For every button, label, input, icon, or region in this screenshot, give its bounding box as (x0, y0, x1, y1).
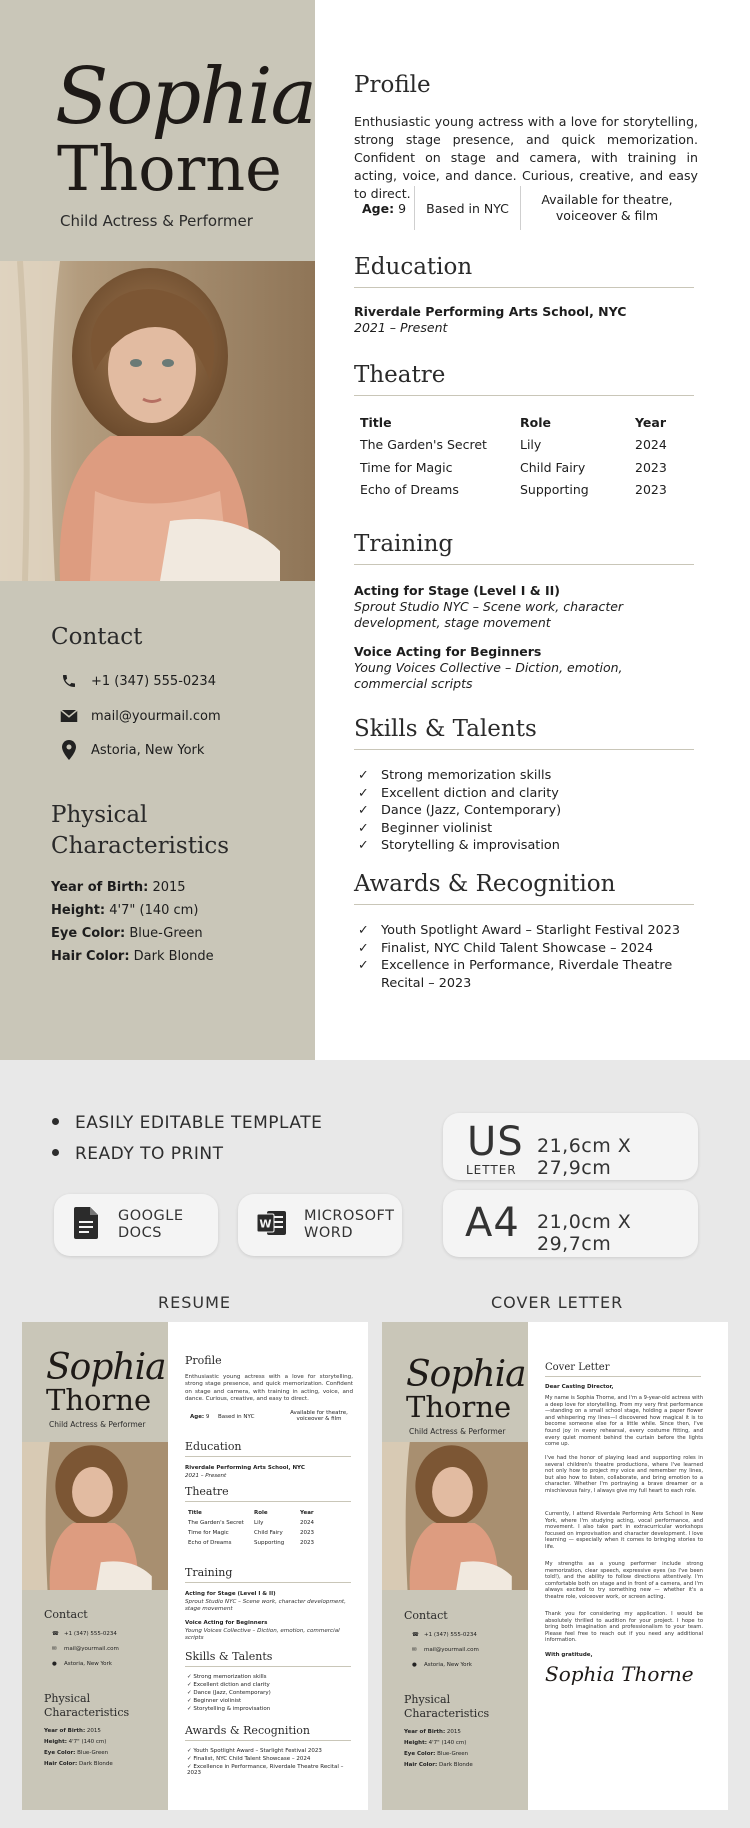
thumbnail-physical-row (44, 1761, 113, 1767)
list-item (358, 785, 698, 803)
thumbnail-last-name: Thorne (406, 1390, 512, 1424)
thumbnail-photo (22, 1442, 168, 1590)
thumbnail-age-value: 9 (205, 1414, 210, 1420)
size-sub: LETTER (466, 1163, 517, 1177)
thumbnail-skill (187, 1690, 271, 1696)
thumbnail-table-cell: 2024 (300, 1520, 314, 1526)
size-code: A4 (465, 1200, 520, 1246)
thumbnail-skill (187, 1682, 270, 1688)
thumbnail-physical-label: Hair Color: (404, 1762, 438, 1768)
last-name: Thorne (57, 132, 282, 205)
training-title: Acting for Stage (Level I & II) (354, 583, 560, 598)
cover-letter-paragraph: My strengths as a young performer include strong memorization, clear speech, expressive eyes (so I've been told!), and the ability to follow directions attentively. I'm comfortable both on stage and in front of a camera, and I'm always excited to try something new — whether it's a theatre role, voiceover work, or screen acting. (545, 1561, 703, 1600)
cover-letter-greeting: Dear Casting Director, (545, 1384, 614, 1390)
skills-list (358, 767, 698, 855)
physical-value: 2015 (152, 880, 186, 895)
physical-heading: Physical Characteristics (51, 802, 230, 860)
list-item (358, 922, 688, 940)
thumbnail-subtitle: Child Actress & Performer (49, 1420, 146, 1429)
check-icon: ✓ (187, 1690, 192, 1696)
phone-icon (58, 671, 80, 691)
thumbnail-edu-years: 2021 – Present (185, 1473, 227, 1479)
thumbnail-award (187, 1764, 347, 1776)
table-header-row (360, 411, 680, 434)
bullet-dot (52, 1118, 59, 1125)
thumbnail-school: Riverdale Performing Arts School, NYC (185, 1465, 305, 1471)
physical-label: Eye Color: (51, 926, 126, 941)
cover-letter-paragraph: Thank you for considering my application. I would be absolutely thrilled to audition for your project. I hope to bring both imagination and professionalism to your team. Please feel free to reach out if you need any additional information. (545, 1611, 703, 1644)
available-cell: Available for theatre, voiceover & film (541, 192, 673, 223)
theatre-table (360, 411, 680, 501)
column-header: Role (520, 414, 551, 430)
cover-letter-paragraph: My name is Sophia Thorne, and I'm a 9-year-old actress with a deep love for storytelling. From my very first performance—standing on a small school stage, holding a paper flower and whispering my lines—I discovered how magical it is to become someone else for a little while. Since then, I've found joy in every rehearsal, every costume fitting, and every quiet moment behind the curtain before the lights come up. (545, 1395, 703, 1448)
awards-heading: Awards & Recognition (354, 871, 694, 905)
check-icon: ✓ (358, 958, 369, 974)
thumbnail-contact-heading: Contact (44, 1608, 88, 1621)
app-label-line: DOCS (118, 1225, 162, 1241)
thumbnail-theatre-heading: Theatre (185, 1485, 351, 1502)
thumbnail-physical-label: Eye Color: (44, 1750, 76, 1756)
award-text: Youth Spotlight Award – Starlight Festival 2023 (381, 923, 681, 938)
thumbnail-table-cell: Supporting (254, 1540, 285, 1546)
thumbnail-physical-label: Height: (404, 1740, 427, 1746)
thumbnail-phone: +1 (347) 555-0234 (64, 1631, 117, 1637)
thumbnail-first-name: Sophia (46, 1347, 166, 1388)
table-cell: 2023 (635, 459, 667, 475)
thumbnail-physical-value: Dark Blonde (78, 1761, 113, 1767)
thumbnail-photo (382, 1442, 528, 1590)
thumbnail-location: Astoria, New York (424, 1662, 472, 1668)
awards-list (358, 922, 688, 992)
education-years: 2021 – Present (354, 320, 448, 335)
app-label (304, 1208, 394, 1242)
table-cell: Supporting (520, 482, 589, 498)
thumbnail-physical-value: Dark Blonde (438, 1762, 473, 1768)
contact-heading: Contact (51, 624, 143, 650)
app-label-line: MICROSOFT (304, 1208, 395, 1224)
skill-text: Beginner violinist (381, 820, 493, 836)
cover-letter-closing: With gratitude, (545, 1652, 593, 1658)
training-title: Voice Acting for Beginners (354, 644, 542, 659)
physical-label: Hair Color: (51, 949, 130, 964)
thumbnail-physical-label: Year of Birth: (44, 1728, 86, 1734)
profile-heading: Profile (354, 72, 431, 98)
cover-letter-paragraph: Currently, I attend Riverdale Performing Arts School in New York, where I'm studying acting, vocal performance, and movement. I also take part in extracurricular workshops focused on improvisation and character development. I love learning — especially when it comes to bringing stories to life. (545, 1511, 703, 1550)
svg-text:W: W (259, 1217, 272, 1231)
check-icon: ✓ (187, 1674, 192, 1680)
thumbnail-award-text: Finalist, NYC Child Talent Showcase – 2024 (193, 1756, 311, 1762)
check-icon: ✓ (358, 923, 369, 938)
phone-text[interactable]: +1 (347) 555-0234 (91, 673, 216, 689)
promo-bullet (52, 1144, 223, 1164)
thumbnail-education-heading: Education (185, 1440, 351, 1457)
cover-letter-caption: COVER LETTER (491, 1293, 624, 1312)
table-cell: 2023 (635, 482, 667, 498)
size-dimensions: 21,6cm X 27,9cm (537, 1135, 632, 1179)
thumbnail-training-title: Acting for Stage (Level I & II) (185, 1591, 276, 1597)
check-icon: ✓ (187, 1706, 192, 1712)
size-dimensions: 21,0cm X 29,7cm (537, 1211, 632, 1255)
list-item (358, 802, 698, 820)
bullet-dot (52, 1149, 59, 1156)
promo-bullet-text: EASILY EDITABLE TEMPLATE (75, 1113, 323, 1133)
thumbnail-skills-heading: Skills & Talents (185, 1650, 351, 1667)
thumbnail-physical-label: Eye Color: (404, 1751, 436, 1757)
thumbnail-skill-text: Storytelling & improvisation (193, 1706, 271, 1712)
thumbnail-physical-heading: Physical Characteristics (44, 1692, 130, 1720)
profile-info-bar (354, 186, 694, 230)
age-cell (354, 186, 414, 230)
check-icon: ✓ (187, 1748, 192, 1754)
cover-letter-paragraph: I've had the honor of playing lead and supporting roles in several children's theatre productions, where I've learned not only how to project my voice and remember my lines, but also how to listen, collaborate, and bring emotion to a character. Whether I'm portraying a brave dreamer or a mischievous fairy, I always give my full heart to each role. (545, 1455, 703, 1494)
thumbnail-subtitle: Child Actress & Performer (409, 1427, 506, 1436)
cover-letter-signature: Sophia Thorne (545, 1662, 694, 1686)
thumbnail-email: mail@yourmail.com (64, 1646, 119, 1652)
thumbnail-skill-text: Excellent diction and clarity (193, 1682, 270, 1688)
size-code: US (467, 1119, 524, 1165)
list-item (358, 837, 698, 855)
subtitle: Child Actress & Performer (60, 212, 253, 230)
award-text: Finalist, NYC Child Talent Showcase – 2024 (381, 940, 654, 956)
thumbnail-award-text: Excellence in Performance, Riverdale Theatre Recital – 2023 (187, 1764, 344, 1776)
check-icon: ✓ (358, 940, 369, 956)
physical-value: Dark Blonde (133, 949, 214, 964)
thumbnail-mail-icon: ✉ (52, 1646, 57, 1652)
thumbnail-last-name: Thorne (46, 1383, 152, 1417)
thumbnail-physical-row (404, 1740, 466, 1746)
thumbnail-skill (187, 1674, 267, 1680)
physical-row (51, 880, 186, 895)
age-label: Age: (361, 200, 395, 216)
thumbnail-physical-row (44, 1750, 108, 1756)
table-row (360, 479, 680, 502)
portrait-photo (0, 261, 315, 581)
thumbnail-training-heading: Training (185, 1566, 351, 1583)
thumbnail-physical-value: 4'7" (140 cm) (68, 1739, 107, 1745)
thumbnail-training-desc: Young Voices Collective – Diction, emotion, commercial scripts (185, 1628, 340, 1642)
resume-caption: RESUME (158, 1293, 232, 1312)
theatre-heading: Theatre (354, 362, 694, 396)
training-desc: Young Voices Collective – Diction, emotion, commercial scripts (354, 660, 623, 691)
thumbnail-award (187, 1756, 310, 1762)
thumbnail-skill-text: Beginner violinist (193, 1698, 242, 1704)
a4-size-badge[interactable] (443, 1190, 698, 1257)
thumbnail-email: mail@yourmail.com (424, 1647, 479, 1653)
thumbnail-profile-heading: Profile (185, 1354, 222, 1367)
check-icon: ✓ (358, 785, 369, 801)
physical-row (51, 903, 198, 918)
list-item (358, 767, 698, 785)
thumbnail-physical-value: Blue-Green (437, 1751, 469, 1757)
skill-text: Strong memorization skills (381, 768, 552, 783)
physical-row (51, 926, 203, 941)
thumbnail-physical-value: 2015 (446, 1729, 461, 1735)
skills-heading: Skills & Talents (354, 716, 694, 750)
thumbnail-table-cell: Time for Magic (188, 1530, 229, 1536)
thumbnail-profile-text: Enthusiastic young actress with a love for storytelling, strong stage presence, and quick memorization. Confident on stage and camera, with training in acting, voice, and dance. Curious, creative, and easy to direct. (185, 1374, 353, 1403)
check-icon: ✓ (358, 803, 369, 819)
thumbnail-pin-icon: ● (412, 1662, 417, 1668)
based-cell: Based in NYC (426, 200, 509, 216)
promo-bullet (52, 1113, 322, 1133)
thumbnail-contact-heading: Contact (404, 1609, 448, 1622)
table-cell: Lily (520, 437, 542, 453)
thumbnail-column-header: Year (300, 1510, 314, 1516)
check-icon: ✓ (187, 1682, 192, 1688)
physical-value: Blue-Green (129, 926, 203, 941)
mail-icon (58, 706, 80, 726)
thumbnail-physical-label: Hair Color: (44, 1761, 78, 1767)
thumbnail-pin-icon: ● (52, 1661, 57, 1667)
thumbnail-physical-value: Blue-Green (77, 1750, 109, 1756)
thumbnail-physical-value: 2015 (86, 1728, 101, 1734)
app-label (118, 1208, 184, 1242)
thumbnail-physical-row (44, 1739, 106, 1745)
thumbnail-training-desc: Sprout Studio NYC – Scene work, character development, stage movement (185, 1599, 346, 1613)
thumbnail-physical-row (404, 1762, 473, 1768)
thumbnail-physical-label: Year of Birth: (404, 1729, 446, 1735)
age-value: 9 (398, 200, 407, 216)
thumbnail-award (187, 1748, 322, 1754)
thumbnail-table-cell: 2023 (300, 1530, 314, 1536)
training-heading: Training (354, 531, 694, 565)
thumbnail-skill (187, 1706, 270, 1712)
first-name: Sophia (55, 52, 316, 142)
thumbnail-training-title: Voice Acting for Beginners (185, 1620, 268, 1626)
table-cell: 2024 (635, 437, 667, 453)
google-docs-badge[interactable] (54, 1194, 218, 1256)
list-item (358, 957, 688, 992)
thumbnail-based: Based in NYC (218, 1414, 255, 1420)
thumbnail-available: Available for theatre, voiceover & film (290, 1410, 348, 1422)
check-icon: ✓ (187, 1764, 192, 1770)
thumbnail-skill-text: Strong memorization skills (193, 1674, 267, 1680)
word-icon (257, 1209, 287, 1241)
thumbnail-phone: +1 (347) 555-0234 (424, 1632, 477, 1638)
contact-phone (58, 671, 216, 691)
thumbnail-table-cell: 2023 (300, 1540, 314, 1546)
thumbnail-table-cell: Child Fairy (254, 1530, 283, 1536)
profile-text: Enthusiastic young actress with a love for storytelling, strong stage presence, and quick memorization. Confident on stage and camera, with training in acting, voice, and dance. Curious, creative, and easy to direct. (354, 114, 698, 201)
thumbnail-award-text: Youth Spotlight Award – Starlight Festival 2023 (193, 1748, 322, 1754)
list-item (358, 940, 688, 958)
physical-label: Year of Birth: (51, 880, 149, 895)
thumbnail-mail-icon: ✉ (412, 1647, 417, 1653)
table-cell: Time for Magic (360, 459, 453, 475)
table-row (360, 456, 680, 479)
cover-letter-heading: Cover Letter (545, 1362, 701, 1377)
app-label-line: GOOGLE (118, 1208, 184, 1224)
thumbnail-physical-row (44, 1728, 101, 1734)
location-pin-icon (58, 740, 80, 760)
thumbnail-physical-value: 4'7" (140 cm) (428, 1740, 467, 1746)
thumbnail-table-cell: The Garden's Secret (188, 1520, 244, 1526)
table-cell: Child Fairy (520, 459, 586, 475)
thumbnail-column-header: Role (254, 1510, 268, 1516)
check-icon: ✓ (358, 820, 369, 836)
cover-letter-thumbnail[interactable] (382, 1322, 728, 1810)
app-label-line: WORD (304, 1225, 353, 1241)
email-text[interactable]: mail@yourmail.com (91, 708, 221, 724)
thumbnail-first-name: Sophia (406, 1354, 526, 1395)
thumbnail-table-cell: Lily (254, 1520, 264, 1526)
skill-text: Dance (Jazz, Contemporary) (381, 803, 562, 819)
contact-location (58, 740, 204, 760)
check-icon: ✓ (187, 1698, 192, 1704)
thumbnail-physical-label: Height: (44, 1739, 67, 1745)
thumbnail-skill-text: Dance (Jazz, Contemporary) (193, 1690, 271, 1696)
us-letter-size-badge[interactable] (443, 1113, 698, 1180)
list-item (358, 820, 698, 838)
resume-thumbnail[interactable] (22, 1322, 368, 1810)
check-icon: ✓ (358, 768, 369, 783)
thumbnail-skill (187, 1698, 241, 1704)
thumbnail-column-header: Title (188, 1510, 202, 1516)
education-heading: Education (354, 254, 694, 288)
training-desc: Sprout Studio NYC – Scene work, character development, stage movement (354, 599, 624, 630)
skill-text: Excellent diction and clarity (381, 785, 559, 801)
thumbnail-location: Astoria, New York (64, 1661, 112, 1667)
thumbnail-phone-icon: ☎ (412, 1632, 419, 1638)
thumbnail-physical-row (404, 1729, 461, 1735)
education-school: Riverdale Performing Arts School, NYC (354, 304, 627, 319)
physical-row (51, 949, 214, 964)
thumbnail-awards-heading: Awards & Recognition (185, 1724, 351, 1741)
thumbnail-age (190, 1414, 209, 1420)
table-cell: Echo of Dreams (360, 482, 459, 498)
document-icon (74, 1207, 98, 1243)
thumbnail-phone-icon: ☎ (52, 1631, 59, 1637)
contact-email (58, 706, 221, 726)
column-header: Year (635, 414, 666, 430)
table-cell: The Garden's Secret (360, 437, 487, 453)
table-row (360, 434, 680, 457)
check-icon: ✓ (358, 838, 369, 854)
thumbnail-age-label: Age: (190, 1414, 205, 1420)
thumbnail-physical-row (404, 1751, 468, 1757)
physical-value: 4'7" (140 cm) (109, 903, 199, 918)
microsoft-word-badge[interactable] (238, 1194, 402, 1256)
promo-bullet-text: READY TO PRINT (75, 1144, 224, 1164)
skill-text: Storytelling & improvisation (381, 838, 560, 854)
thumbnail-physical-heading: Physical Characteristics (404, 1693, 490, 1721)
physical-label: Height: (51, 903, 106, 918)
award-text: Excellence in Performance, Riverdale Theatre Recital – 2023 (381, 958, 673, 991)
check-icon: ✓ (187, 1756, 192, 1762)
location-text: Astoria, New York (91, 742, 205, 758)
thumbnail-table-cell: Echo of Dreams (188, 1540, 232, 1546)
column-header: Title (360, 414, 392, 430)
